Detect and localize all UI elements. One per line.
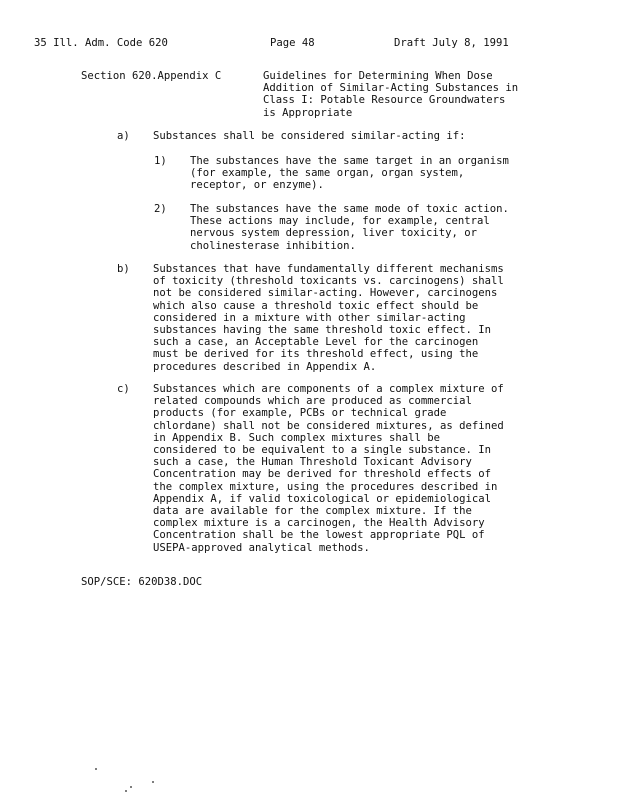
subitem-line: receptor, or enzyme). xyxy=(190,179,324,192)
header-draft-date: Draft July 8, 1991 xyxy=(394,37,509,49)
item-line: Substances that have fundamentally different mechanisms xyxy=(153,263,504,275)
item-line: substances having the same threshold toxic effect. In xyxy=(153,324,492,337)
subitem-text xyxy=(190,203,560,252)
section-title-line: Class I: Potable Resource Groundwaters xyxy=(263,94,506,107)
item-line: complex mixture is a carcinogen, the Health Advisory xyxy=(153,517,485,530)
section-title-line: Addition of Similar-Acting Substances in xyxy=(263,82,519,95)
subitem-label: 2) xyxy=(154,203,167,215)
scan-speck xyxy=(125,790,127,792)
item-line: products (for example, PCBs or technical grade xyxy=(153,407,447,420)
subitem-line: nervous system depression, liver toxicity, or xyxy=(190,227,478,240)
item-line: such a case, the Human Threshold Toxicant Advisory xyxy=(153,456,472,469)
subitem-line: (for example, the same organ, organ system, xyxy=(190,167,465,180)
item-line: must be derived for its threshold effect, using the xyxy=(153,348,479,361)
item-line: which also cause a threshold toxic effect should be xyxy=(153,299,479,312)
subitem-line: These actions may include, for example, central xyxy=(190,215,490,228)
item-label: b) xyxy=(117,263,130,275)
item-text xyxy=(153,130,557,142)
item-line: such a case, an Acceptable Level for the carcinogen xyxy=(153,336,479,349)
subitem-text xyxy=(190,155,560,192)
item-line: considered to be equivalent to a single substance. In xyxy=(153,444,492,457)
item-line: not be considered similar-acting. However, carcinogens xyxy=(153,287,498,300)
subitem-line: cholinesterase inhibition. xyxy=(190,239,356,252)
item-label: a) xyxy=(117,130,130,142)
item-text xyxy=(153,263,557,373)
item-line: in Appendix B. Such complex mixtures shall be xyxy=(153,431,441,444)
item-line: Concentration may be derived for threshold effects of xyxy=(153,468,492,481)
item-line: of toxicity (threshold toxicants vs. carcinogens) shall xyxy=(153,275,504,288)
item-line: related compounds which are produced as commercial xyxy=(153,395,472,408)
document-footer: SOP/SCE: 620D38.DOC xyxy=(81,576,203,588)
item-line: Substances shall be considered similar-acting if: xyxy=(153,130,466,142)
section-code: Section 620.Appendix C xyxy=(81,70,222,82)
item-line: data are available for the complex mixture. If the xyxy=(153,505,472,518)
scan-speck xyxy=(95,768,97,770)
section-title xyxy=(263,70,563,119)
header-code: 35 Ill. Adm. Code 620 xyxy=(34,37,168,49)
header-page-number: Page 48 xyxy=(270,37,315,49)
scan-speck xyxy=(152,781,154,783)
page-header xyxy=(34,37,554,51)
item-line: chlordane) shall not be considered mixtures, as defined xyxy=(153,419,504,432)
item-line: Appendix A, if valid toxicological or epidemiological xyxy=(153,492,492,505)
item-line: Substances which are components of a complex mixture of xyxy=(153,383,504,395)
subitem-line: The substances have the same target in an organism xyxy=(190,155,509,167)
subitem-label: 1) xyxy=(154,155,167,167)
item-line: procedures described in Appendix A. xyxy=(153,360,377,373)
item-line: Concentration shall be the lowest appropriate PQL of xyxy=(153,529,485,542)
item-line: the complex mixture, using the procedures described in xyxy=(153,480,498,493)
section-title-line: Guidelines for Determining When Dose xyxy=(263,70,493,82)
item-line: considered in a mixture with other similar-acting xyxy=(153,311,466,324)
scan-speck xyxy=(130,786,132,788)
subitem-line: The substances have the same mode of toxic action. xyxy=(190,203,509,215)
item-text xyxy=(153,383,557,554)
section-title-line: is Appropriate xyxy=(263,106,353,119)
item-label: c) xyxy=(117,383,130,395)
item-line: USEPA-approved analytical methods. xyxy=(153,541,370,554)
